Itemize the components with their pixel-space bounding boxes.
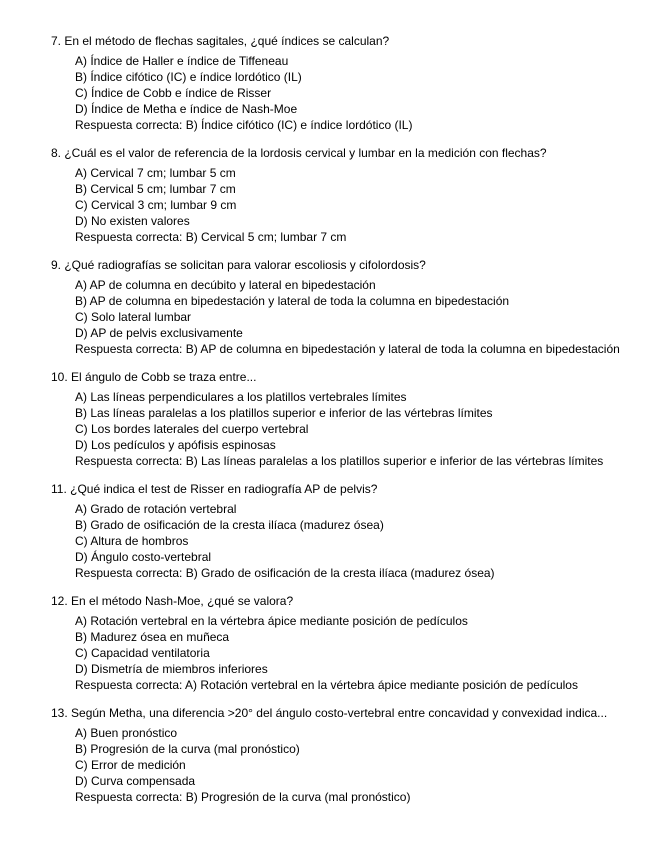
option-a: A) AP de columna en decúbito y lateral en bipedestación [75,278,376,292]
option-c: C) Índice de Cobb e índice de Risser [75,86,272,100]
options-list [51,277,655,357]
option-b: B) Cervical 5 cm; lumbar 7 cm [75,182,236,196]
correct-answer: Respuesta correcta: B) Progresión de la curva (mal pronóstico) [75,790,411,804]
option-c: C) Altura de hombros [75,534,189,548]
options-list [51,53,655,133]
correct-answer: Respuesta correcta: B) Índice cifótico (IC) e índice lordótico (IL) [75,118,413,132]
option-c: C) Los bordes laterales del cuerpo vertebral [75,422,309,436]
correct-answer: Respuesta correcta: A) Rotación vertebral en la vértebra ápice mediante posición de pedículos [75,678,578,692]
option-b: B) Madurez ósea en muñeca [75,630,230,644]
question-10 [51,369,655,469]
question-12 [51,593,655,693]
option-a: A) Buen pronóstico [75,726,178,740]
correct-answer: Respuesta correcta: B) Cervical 5 cm; lumbar 7 cm [75,230,347,244]
option-c: C) Capacidad ventilatoria [75,646,210,660]
option-a: A) Cervical 7 cm; lumbar 5 cm [75,166,236,180]
option-d: D) No existen valores [75,214,190,228]
options-list [51,501,655,581]
question-text: 11. ¿Qué indica el test de Risser en radiografía AP de pelvis? [51,482,378,496]
question-text: 10. El ángulo de Cobb se traza entre... [51,370,257,384]
correct-answer: Respuesta correcta: B) AP de columna en bipedestación y lateral de toda la columna en bipedestación [75,342,620,356]
option-a: A) Rotación vertebral en la vértebra ápice mediante posición de pedículos [75,614,468,628]
option-a: A) Las líneas perpendiculares a los platillos vertebrales límites [75,390,407,404]
option-b: B) Las líneas paralelas a los platillos superior e inferior de las vértebras límites [75,406,493,420]
options-list [51,165,655,245]
question-text: 8. ¿Cuál es el valor de referencia de la lordosis cervical y lumbar en la medición con flechas? [51,146,547,160]
option-b: B) Grado de osificación de la cresta ilíaca (madurez ósea) [75,518,384,532]
option-d: D) Índice de Metha e índice de Nash-Moe [75,102,298,116]
options-list [51,725,655,805]
option-d: D) Dismetría de miembros inferiores [75,662,268,676]
question-11 [51,481,655,581]
option-b: B) Índice cifótico (IC) e índice lordótico (IL) [75,70,302,84]
correct-answer: Respuesta correcta: B) Grado de osificación de la cresta ilíaca (madurez ósea) [75,566,495,580]
option-c: C) Cervical 3 cm; lumbar 9 cm [75,198,237,212]
options-list [51,389,655,469]
option-a: A) Índice de Haller e índice de Tiffeneau [75,54,289,68]
question-7 [51,33,655,133]
correct-answer: Respuesta correcta: B) Las líneas paralelas a los platillos superior e inferior de las vértebras límites [75,454,604,468]
question-text: 13. Según Metha, una diferencia >20° del ángulo costo-vertebral entre concavidad y convexidad indica... [51,706,608,720]
question-9 [51,257,655,357]
question-text: 9. ¿Qué radiografías se solicitan para valorar escoliosis y cifolordosis? [51,258,426,272]
option-d: D) Los pedículos y apófisis espinosas [75,438,276,452]
option-b: B) Progresión de la curva (mal pronóstico) [75,742,300,756]
options-list [51,613,655,693]
option-d: D) Ángulo costo-vertebral [75,550,212,564]
option-c: C) Solo lateral lumbar [75,310,192,324]
option-a: A) Grado de rotación vertebral [75,502,237,516]
option-d: D) AP de pelvis exclusivamente [75,326,243,340]
question-text: 12. En el método Nash-Moe, ¿qué se valora? [51,594,294,608]
question-13 [51,705,655,805]
option-d: D) Curva compensada [75,774,196,788]
option-b: B) AP de columna en bipedestación y lateral de toda la columna en bipedestación [75,294,510,308]
option-c: C) Error de medición [75,758,186,772]
question-8 [51,145,655,245]
question-text: 7. En el método de flechas sagitales, ¿qué índices se calculan? [51,34,390,48]
